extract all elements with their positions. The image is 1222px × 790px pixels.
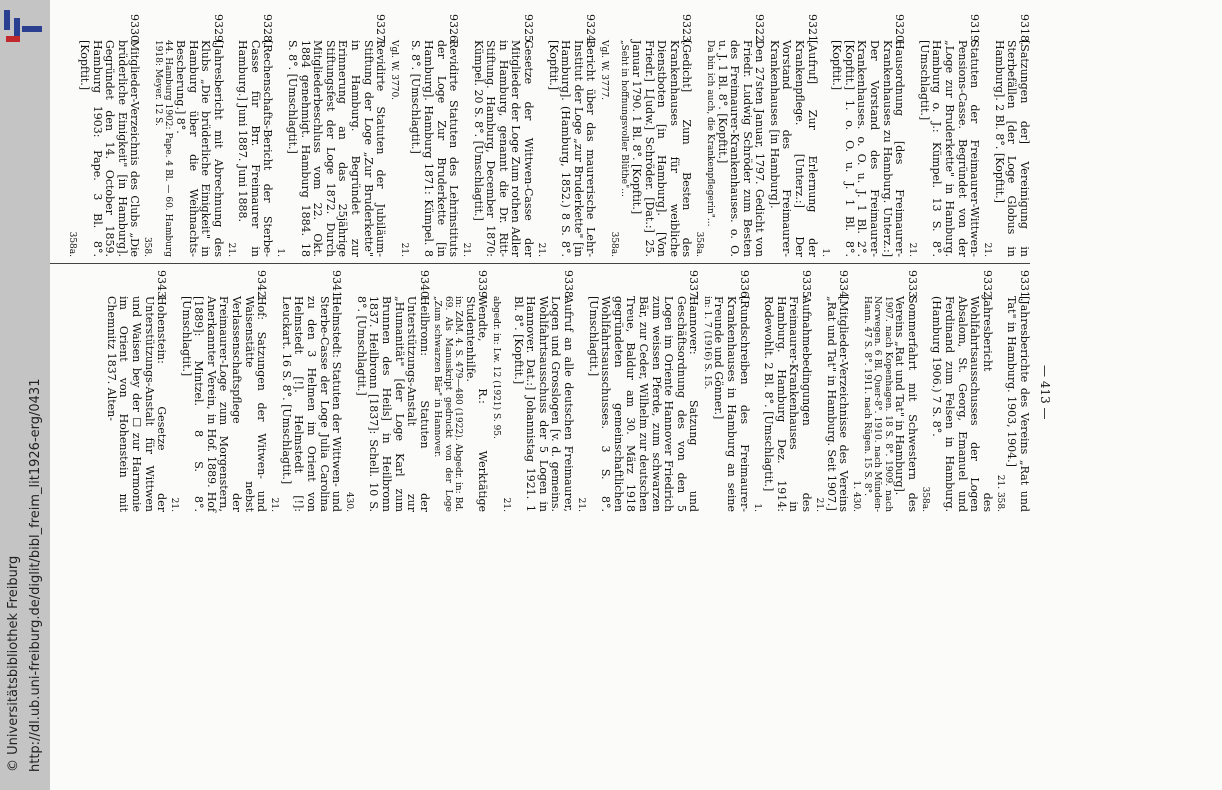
entry-location-ref: 1. (751, 503, 762, 512)
entry-text: Aufruf an alle deutschen Freimaurer, Logen und Grosslogen [v. d. gemeins. Wohlfahrtsausschuss der 5 Logen in Hannover. Dat.:] Johannistag 1921. 1 Bl. 8°. [Kopftit.] (511, 296, 575, 512)
entry-note: Da bin ich auch, die Krankenpflegerin"... (704, 40, 715, 227)
entry-note: abgedr. in: Lw. 12 (1921) S. 95. (491, 296, 501, 439)
entry-location-ref: 21. (575, 497, 586, 512)
bibliography-entry (344, 270, 430, 512)
bibliography-entry (576, 270, 699, 512)
bibliography-entry (491, 270, 574, 512)
entry-location-ref: 21. (907, 242, 918, 257)
entry-number: 9326. (447, 14, 461, 46)
bibliography-entry (104, 270, 167, 512)
bibliography-entry (995, 270, 1030, 512)
entry-note: in: 1. 7 (1916) S. 15. (701, 296, 712, 390)
entry-crossref: Vgl. W. 3777. (598, 40, 609, 101)
page-header (1030, 0, 1060, 790)
entry-text: [Satzungen der] Vereinigung in Sterbefällen [der Loge Globus in Hamburg]. 2 Bl. 8°. [Kopftit.] (992, 40, 1031, 257)
entry-number: 9325. (522, 14, 536, 46)
entry-text: Gesetze der Wittwen-Casse der Mitglieder der Loge Zum rothen Adler in Hamburg, genannt die Dr. Ritt-Stiftung. Hamburg, December 1870: Kümpel. 20 S. 8°. [Umschlagtit.] (471, 40, 536, 257)
bibliography-entry (820, 14, 906, 257)
right-column (50, 263, 1030, 518)
entry-text: Bericht über das maurerische Lehr-Institut der Loge „zur Bruderkette" [in Hamburg]. (Hamburg, 1852.) 8 S. 8°. [Kopftit.] (546, 40, 598, 257)
bibliography-entry (907, 14, 980, 257)
entry-location-ref: 21. 358. (994, 474, 1005, 512)
entry-text: [Rundschreiben des Freimaurer-Krankenhauses in Hamburg an seine Freunde und Gönner.] (712, 296, 751, 512)
entry-text: Aufnahmebedingungen des Freimaurer-Krankenhauses in Hamburg. Hamburg Dez. 1914: Rodewohlt. 2 Bl. 8°. [Umschlagtit.] (762, 296, 813, 512)
entry-number: 9336. (737, 270, 751, 302)
entry-text: [Mitglieder-Verzeichnisse des Vereins „Rat und Tat" in Hamburg. Seit 1907.] (824, 296, 851, 512)
entry-location-ref: 358a. (919, 486, 930, 512)
entry-number: 9339. (476, 270, 490, 302)
page-content-rotated (50, 0, 1060, 790)
bibliography-entry (461, 14, 534, 257)
entry-location-ref: 21. (813, 497, 824, 512)
entry-number: 9343. (155, 270, 169, 302)
entry-text: Mitglieder-Verzeichnis des Clubs „Die brüderliche Einigkeit" [in Hamburg]. Gegründet den 14. October 1859. Hamburg 1903: Pape. 3 Bl. 8°. [Kopftit.] (77, 40, 142, 257)
viewer-sidebar (0, 0, 50, 790)
copyright-notice: © Universitätsbibliothek Freiburg (6, 555, 21, 772)
entry-text: Hausordnung [des Freimaurer-Krankenhauses zu Hamburg. Unterz.:] Der Vorstand des Freimaurer-Krankenhauses. o. O. u. J. 1 Bl. 2°. [Kopftit.] 1. o. O. u. J. 1 Bl. 8°. [Kopftit.] (830, 40, 907, 257)
bibliography-entry (269, 270, 342, 512)
entry-number: 9320. (893, 14, 907, 46)
bibliography-entry (598, 14, 692, 257)
entry-text: [Jahresberichte des Vereins „Rat und Tat" in Hamburg. 1903, 1904.] (1005, 296, 1031, 512)
entry-text: Hof: Satzungen der Witwen- und Waisenstätte nebst Verlassenschaftspflege der Freimaurer-Loge zum Morgenstern, Anerkannter Verein, in Hof. 1889. Hof [1889]: Mintzel. 8 S. 8°. [Umschlagtit.] (179, 296, 269, 512)
entry-number: 9318. (1018, 14, 1031, 46)
page-number: — 413 — (1038, 365, 1052, 420)
entry-number: 9329. (211, 14, 225, 46)
entry-note-ref: 358a. (694, 231, 705, 257)
entry-note: „Seht in hoffnungsvoller Blüthe"... (619, 40, 630, 197)
entry-number: 9332. (980, 270, 994, 302)
entry-text: [Gedicht] Zum Besten des Krankenhauses für weibliche Dienstboten [in Hamburg]. [Von Friedr.] L[udw.] Schröder. [Dat.:] 25. Januar 1790. 1 Bl. 8°. [Kopftit.] (630, 40, 694, 257)
bibliography-entry (536, 14, 596, 257)
bibliography-entry (982, 14, 1030, 257)
entry-number: 9341. (330, 270, 344, 302)
entry-text: [Jahresbericht mit Abrechnung des Klubs „Die brüderliche Einigkeit" in Hamburg über die Weihnachts-Bescherung.] 8°. (173, 40, 225, 257)
bibliography-entry (752, 270, 812, 512)
bibliography-entry (142, 14, 223, 257)
entry-text: Hannover: Satzung und Geschäftsordnung des von den 5 Logen im Oriente Hannover Friedrich zum weissen Pferde, zum schwarzen Bär, zur Ceder, Wilhelm zur deutschen Treue, Baldur am 30. März 1918 gegründeten gemeinschaftlichen Wohlfahrtsausschusses. 3 S. 8°. [Umschlagtit.] (586, 296, 701, 512)
entry-text: Den 27sten Januar, 1797. Gedicht von Friedr. Ludwig Schröder zum Besten des Freimaurer-Krankenhauses. o. O. u. J. 1 Bl. 8°. [Kopftit.] (715, 40, 767, 257)
university-logo-icon[interactable] (2, 8, 46, 48)
entry-text: Jahresbericht des Wohlfahrtsausschusses der Logen Absalom, St. Georg, Emanuel und Ferdinand zum Felsen in Hamburg. (Hamburg 1906.) 7 S. 8°. (930, 296, 994, 512)
entry-number: 9323. (680, 14, 694, 46)
left-column (50, 8, 1030, 263)
bibliography-entry (851, 270, 918, 512)
bibliography-entry (694, 14, 765, 257)
entry-note: 1907. nach Kopenhagen. 18 S. 8°. 1909. nach Norwegen. 6 Bl. Quer-8°. 1910. nach Münden-Hann. 47 S. 8°. 1911. nach Rügen. 15 S. 8°. (861, 296, 893, 512)
entry-text: [Rechenschafts-Bericht der Sterbe-Casse für Brr. Freimaurer in Hamburg.] Juni 1887. Juni 1888. (236, 40, 275, 257)
entry-location-ref: 21. (536, 242, 547, 257)
entry-number: 9322. (753, 14, 767, 46)
entry-number: 9337. (687, 270, 701, 302)
entry-location-ref: 430. (344, 491, 355, 512)
bibliography-entry (767, 14, 817, 257)
entry-location-ref: 358a. (67, 231, 78, 257)
entry-number: 9327. (374, 14, 388, 46)
entry-number: 9328. (261, 14, 275, 46)
entry-number: 9321. (805, 14, 819, 46)
bibliography-entry (67, 14, 140, 257)
entry-location-ref: 1. (819, 248, 830, 257)
entry-text: Helmstedt: Statuten der Wittwen- und Sterbe-Casse der Loge Julia Carolina zu den 3 Helmen im Orient von Helmstedt [!]. Helmstedt [!]: Leuckart. 16 S. 8°. [Umschlagtit.] (279, 296, 344, 512)
bibliography-entry (226, 14, 274, 257)
entry-note-ref: 358a. (608, 231, 619, 257)
entry-text: Revidirte Statuten der Jubiläum-Stiftung der Loge „Zur Bruderkette" in Hamburg. Begründet zur Erinnerung an das 25jährige Stiftungsfest der Loge 1872. Durch Mitgliederbeschluss vom 22. Okt. 1884 genehmigt. Hamburg 1884. 18 S. 8°. [Umschlagtit.] (286, 40, 388, 257)
entry-text: Sommerfahrt mit Schwestern des Vereins „Rat und Tat" in Hamburg]. (893, 296, 919, 512)
entry-location-ref: 21. (169, 497, 180, 512)
bibliography-entry (814, 270, 849, 512)
entry-note-ref: 358. (142, 236, 153, 257)
entry-text: Wendte, R.: Werktätige Studentenhilfe. (463, 296, 490, 512)
entry-number: 9324. (584, 14, 598, 46)
bibliography-entry (701, 270, 749, 512)
entry-text: Revidirte Statuten des Lehrinstituts der Loge Zur Bruderkette [in Hamburg]. Hamburg 1871: Kümpel. 8 S. 8°. [Umschlagtit.] (409, 40, 461, 257)
entry-location-ref: 21. (269, 497, 280, 512)
entry-crossref: Vgl. W. 3770. (388, 40, 399, 101)
document-url[interactable]: http://dl.ub.uni-freiburg.de/diglit/bibl_freim_lit1926-erg/0431 (28, 378, 43, 772)
bibliography-entry (169, 270, 267, 512)
entry-location-ref: 21. (982, 242, 993, 257)
entry-number: 9340. (417, 270, 431, 302)
bibliography-entry (276, 14, 387, 257)
entry-text: Hohenstein: Gesetze der Unterstützungs-Anstalt für Wittwen und Waisen bey der ☐ zur Harmonie im Orient von Hohenstein mit Chemnitz 1837. Alten- (104, 296, 169, 512)
entry-location-ref: 21. (225, 242, 236, 257)
entry-note: 44. Hamburg 1902: Pape. 4 Bl. — 60. Hamburg 1918: Meyer. 12 S. (152, 40, 174, 257)
scanned-page (50, 0, 1222, 790)
entry-number: 9330. (128, 14, 142, 46)
entry-number: 9338. (561, 270, 575, 302)
entry-location-ref: 1. (275, 248, 286, 257)
entry-number: 9319. (968, 14, 982, 46)
entry-note: in: ZdM. 4. S. 479—480 (1922). Abgedr. in: Bd. 69. Als Manuskript gedruckt von der Loge „Zum schwarzen Bär" in Hannover. (432, 296, 464, 512)
bibliography-entry (920, 270, 993, 512)
entry-text: [Aufruf] Zur Erlernung der Krankenpflege. [Unterz.:] Der Vorstand des Freimaurer-Krankenhauses [in Hamburg]. (767, 40, 819, 257)
entry-number: 9333. (905, 270, 919, 302)
entry-location-ref: 21. (398, 242, 409, 257)
entry-location-ref: 21. (461, 242, 472, 257)
entry-text: Statuten der Freimaurer-Wittwen-Pensions-Casse. Begründet von der „Loge zur Bruderkette" in Hamburg. Hamburg o. J.: Kümpel. 13 S. 8°. [Umschlagtit.] (917, 40, 982, 257)
entry-number: 9334. (837, 270, 851, 302)
entry-note-ref: 1. 430. (851, 480, 862, 512)
entry-location-ref: 21. (501, 497, 511, 512)
entry-number: 9335. (799, 270, 813, 302)
entry-number: 9342. (255, 270, 269, 302)
entry-number: 9331. (1018, 270, 1031, 302)
bibliography-entry (388, 14, 459, 257)
bibliography-entry (432, 270, 489, 512)
entry-text: Heilbronn: Statuten der Unterstützungs-Anstalt zur „Humanität" [der Loge Karl zum Brunnen des Heils] in Heilbronn 1837. Heilbronn [1837]: Schell. 10 S. 8°. [Umschlagtit.] (354, 296, 431, 512)
